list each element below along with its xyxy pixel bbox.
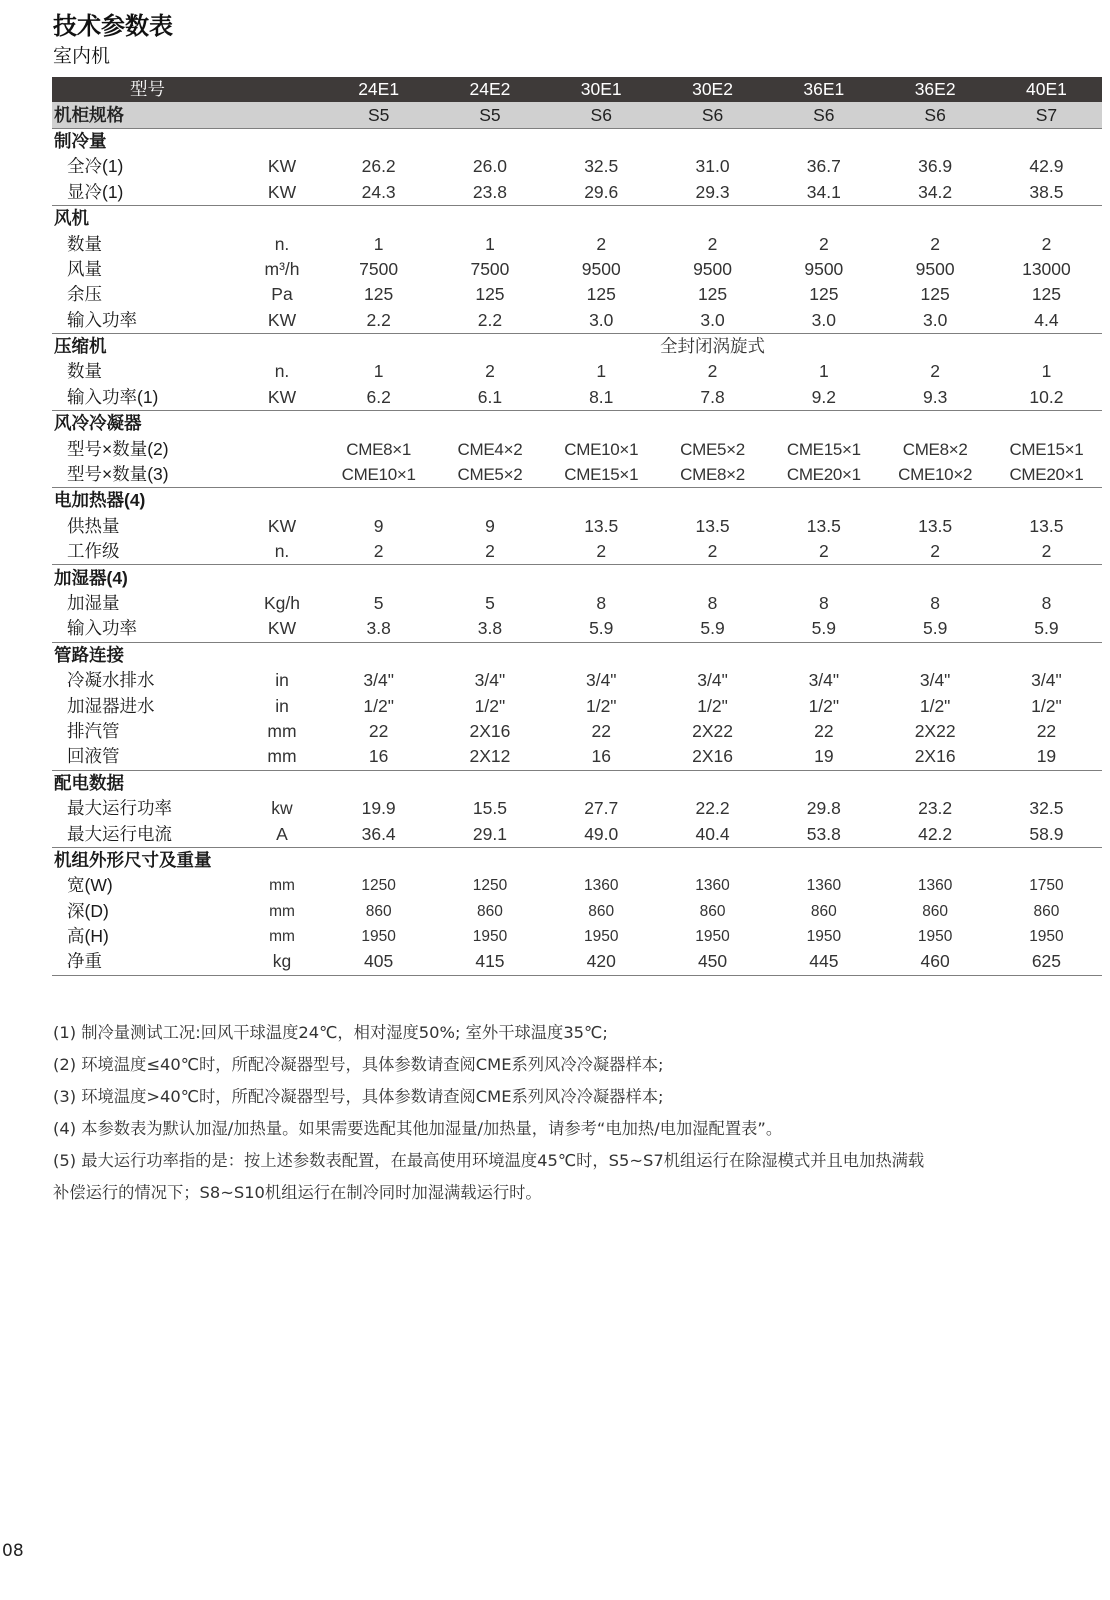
section-title: 加湿器(4) bbox=[52, 565, 323, 591]
footnote: (3) 环境温度>40℃时，所配冷凝器型号，具体参数请查阅CME系列风冷冷凝器样本; bbox=[53, 1087, 664, 1106]
cell-value: 32.5 bbox=[584, 156, 619, 177]
table-row bbox=[52, 539, 1102, 565]
table-row bbox=[52, 693, 1102, 718]
section-title: 压缩机 bbox=[52, 333, 323, 359]
section-title: 配电数据 bbox=[52, 770, 323, 796]
cell-value: 5.9 bbox=[589, 618, 614, 639]
cell-value: 1950 bbox=[1029, 928, 1064, 946]
cell-value: 1/2" bbox=[808, 695, 840, 716]
cell-value: 26.2 bbox=[361, 156, 396, 177]
cell-value: 2 bbox=[485, 361, 495, 382]
cell-value: 3/4" bbox=[474, 670, 506, 691]
cell-value: 53.8 bbox=[806, 823, 841, 844]
cell-value: 1/2" bbox=[363, 695, 394, 716]
row-unit: KW bbox=[267, 386, 297, 407]
cell-value: CME8×1 bbox=[346, 439, 412, 459]
cell-value: CME8×2 bbox=[680, 465, 745, 485]
section-header-filler bbox=[323, 565, 1102, 591]
cell-value: 6.2 bbox=[366, 386, 391, 407]
cell-value: 5 bbox=[373, 593, 384, 613]
row-label: 净重 bbox=[52, 949, 241, 975]
model-header: 36E2 bbox=[879, 77, 990, 102]
section-header-row bbox=[52, 411, 1102, 437]
cell-value: 2 bbox=[930, 233, 940, 254]
row-label: 回液管 bbox=[67, 746, 120, 767]
table-row bbox=[52, 949, 1102, 975]
cell-value: S5 bbox=[434, 102, 545, 128]
page-subtitle: 室内机 bbox=[53, 45, 111, 67]
cell-value: 42.9 bbox=[1029, 156, 1064, 177]
table-row bbox=[52, 359, 1102, 384]
section-title: 风机 bbox=[52, 205, 323, 231]
table-row bbox=[52, 591, 1102, 616]
cell-value: 8.1 bbox=[589, 386, 614, 407]
cell-value: 1250 bbox=[361, 877, 396, 895]
cell-value: 8 bbox=[596, 593, 607, 613]
table-row bbox=[52, 796, 1102, 821]
cell-value: 2 bbox=[930, 541, 940, 562]
cell-value: 860 bbox=[365, 902, 392, 920]
cell-value: 9 bbox=[373, 515, 384, 536]
cell-value: 8 bbox=[818, 593, 829, 613]
row-label: 输入功率 bbox=[67, 309, 137, 330]
cell-value: 9.3 bbox=[922, 386, 948, 407]
cell-value: S6 bbox=[546, 102, 657, 128]
section-title: 风冷冷凝器 bbox=[52, 411, 323, 437]
cell-value: CME10×1 bbox=[564, 439, 639, 459]
cell-value: CME15×1 bbox=[564, 465, 639, 485]
cell-value: 2 bbox=[373, 541, 384, 562]
cell-value: 19 bbox=[814, 746, 834, 767]
cell-value: 1 bbox=[1041, 361, 1052, 382]
cell-value: 34.1 bbox=[806, 181, 841, 202]
table-row bbox=[52, 308, 1102, 334]
cell-value: 405 bbox=[323, 949, 434, 975]
row-label: 显冷(1) bbox=[67, 181, 124, 202]
cell-value: 7500 bbox=[359, 258, 399, 279]
section-header-row bbox=[52, 205, 1102, 231]
cell-value: 49.0 bbox=[584, 823, 619, 844]
cell-value: 1950 bbox=[917, 928, 953, 946]
cell-value: 450 bbox=[657, 949, 768, 975]
spec-table bbox=[52, 77, 1102, 976]
cell-value: 13.5 bbox=[806, 515, 841, 536]
cell-value: 3/4" bbox=[919, 670, 951, 691]
cell-value: 34.2 bbox=[918, 181, 953, 202]
cell-value: 2X16 bbox=[692, 746, 733, 767]
footnote: (4) 本参数表为默认加湿/加热量。如果需要选配其他加湿量/加热量，请参考“电加热/电加湿配置表”。 bbox=[53, 1119, 783, 1138]
table-row bbox=[52, 462, 1102, 488]
row-unit: n. bbox=[274, 361, 290, 382]
section-header-row bbox=[52, 565, 1102, 591]
cabinet-row bbox=[52, 102, 1102, 128]
cell-value: 9500 bbox=[693, 258, 732, 279]
row-unit: in bbox=[275, 670, 289, 691]
row-label: 最大运行功率 bbox=[67, 798, 172, 819]
model-header: 24E2 bbox=[434, 77, 545, 102]
cell-value: 36.4 bbox=[361, 823, 396, 844]
cell-value: 1 bbox=[818, 361, 829, 382]
cell-value: 16 bbox=[368, 746, 389, 767]
section-header-filler bbox=[323, 488, 1102, 514]
cell-value: 3.0 bbox=[700, 309, 725, 330]
table-row bbox=[52, 385, 1102, 411]
cell-value: 13.5 bbox=[918, 515, 953, 536]
cell-value: 9500 bbox=[804, 258, 844, 279]
section-title: 制冷量 bbox=[52, 128, 323, 154]
cell-value: 31.0 bbox=[695, 156, 730, 177]
cell-value: 1 bbox=[596, 361, 607, 382]
cell-value: CME5×2 bbox=[457, 465, 523, 485]
table-row bbox=[52, 257, 1102, 282]
section-title: 机组外形尺寸及重量 bbox=[52, 847, 323, 873]
cell-value: 5.9 bbox=[700, 618, 725, 639]
cell-value: 42.2 bbox=[918, 823, 953, 844]
cell-value: 1/2" bbox=[585, 695, 617, 716]
cell-value: 36.7 bbox=[806, 156, 841, 177]
section-header-filler bbox=[323, 642, 1102, 668]
cell-value: 2X12 bbox=[469, 746, 511, 767]
cell-value: 1950 bbox=[806, 928, 842, 946]
cell-value: 19 bbox=[1036, 746, 1057, 767]
cell-value: 445 bbox=[768, 949, 879, 975]
cell-value: 860 bbox=[588, 902, 615, 920]
row-label: 冷凝水排水 bbox=[67, 670, 155, 691]
footnotes bbox=[53, 1017, 1103, 1209]
cell-value: 13.5 bbox=[1029, 515, 1064, 536]
table-row bbox=[52, 873, 1102, 898]
cell-value: 8 bbox=[930, 593, 940, 613]
cell-value: 2.2 bbox=[366, 309, 391, 330]
cell-value: 2 bbox=[707, 361, 718, 382]
section-title: 电加热器(4) bbox=[52, 488, 323, 514]
cell-value: 5.9 bbox=[811, 618, 836, 639]
cell-value: 2 bbox=[1041, 541, 1052, 562]
cell-value: 3.0 bbox=[811, 309, 836, 330]
row-unit: mm bbox=[269, 877, 295, 895]
cell-value: 4.4 bbox=[1034, 309, 1059, 330]
section-header-filler bbox=[323, 128, 1102, 154]
cell-value: 5 bbox=[485, 593, 495, 613]
cell-value: 2 bbox=[930, 361, 940, 382]
section-header-row bbox=[52, 642, 1102, 668]
row-label: 机柜规格 bbox=[52, 102, 323, 128]
cell-value: 3.8 bbox=[366, 618, 391, 639]
cell-value: 125 bbox=[475, 284, 505, 305]
cell-value: 1 bbox=[373, 233, 384, 254]
cell-value: 860 bbox=[1033, 902, 1060, 920]
cell-value: 32.5 bbox=[1029, 798, 1064, 819]
row-unit: kg bbox=[241, 949, 323, 975]
cell-value: 2 bbox=[596, 233, 607, 254]
cell-value: 2 bbox=[485, 541, 495, 562]
cell-value: 23.2 bbox=[918, 798, 953, 819]
cell-value: 13.5 bbox=[695, 515, 730, 536]
row-label: 风量 bbox=[67, 258, 102, 279]
row-unit: mm bbox=[269, 928, 295, 946]
cell-value: 23.8 bbox=[472, 181, 507, 202]
cell-value: 29.1 bbox=[472, 823, 507, 844]
cell-value: 40.4 bbox=[695, 823, 730, 844]
row-unit: Pa bbox=[271, 284, 293, 305]
cell-value: 125 bbox=[697, 284, 728, 305]
section-header-filler bbox=[323, 847, 1102, 873]
cell-value: 1950 bbox=[695, 928, 730, 946]
cell-value: 2.2 bbox=[477, 309, 503, 330]
cell-value: 2 bbox=[818, 233, 829, 254]
cell-value: 29.8 bbox=[806, 798, 841, 819]
cell-value: 2 bbox=[707, 541, 718, 562]
cell-value: 22 bbox=[591, 720, 611, 741]
row-unit: kw bbox=[271, 798, 293, 819]
cell-value: 625 bbox=[991, 949, 1102, 975]
cell-value: 3/4" bbox=[808, 670, 840, 691]
section-title: 管路连接 bbox=[52, 642, 323, 668]
cell-value: 125 bbox=[1031, 284, 1062, 305]
cell-value: 125 bbox=[809, 284, 839, 305]
section-header-filler bbox=[323, 205, 1102, 231]
table-row bbox=[52, 180, 1102, 206]
row-label: 宽(W) bbox=[67, 875, 113, 896]
cell-value: 9500 bbox=[915, 258, 955, 279]
cell-value: 1950 bbox=[584, 928, 619, 946]
row-label: 输入功率 bbox=[67, 618, 137, 639]
row-unit: A bbox=[276, 823, 288, 844]
cell-value: 27.7 bbox=[584, 798, 619, 819]
row-label: 输入功率(1) bbox=[67, 386, 159, 407]
row-unit: n. bbox=[274, 541, 290, 562]
table-header-row bbox=[52, 77, 1102, 102]
cell-value: 860 bbox=[699, 902, 726, 920]
table-row bbox=[52, 231, 1102, 256]
table-row bbox=[52, 282, 1102, 307]
cell-value: 1/2" bbox=[474, 695, 506, 716]
cell-value: 6.1 bbox=[477, 386, 503, 407]
cell-value: 1950 bbox=[361, 928, 396, 946]
cell-value: 1750 bbox=[1029, 877, 1064, 895]
row-unit: in bbox=[275, 695, 289, 716]
cell-value: CME4×2 bbox=[457, 439, 523, 459]
section-header-filler bbox=[323, 411, 1102, 437]
row-label: 高(H) bbox=[67, 926, 109, 947]
cell-value: 5.9 bbox=[922, 618, 948, 639]
model-header: 30E1 bbox=[546, 77, 657, 102]
row-unit: mm bbox=[269, 902, 295, 920]
row-unit: n. bbox=[274, 233, 290, 254]
footnote: (5) 最大运行功率指的是：按上述参数表配置，在最高使用环境温度45℃时，S5~S7机组运行在除湿模式并且电加热满载 bbox=[53, 1151, 925, 1170]
cell-value: CME15×1 bbox=[786, 439, 861, 459]
row-label: 余压 bbox=[67, 284, 102, 305]
cell-value: 29.3 bbox=[695, 181, 730, 202]
row-unit: KW bbox=[267, 156, 297, 177]
cell-value: 29.6 bbox=[584, 181, 619, 202]
cell-value: 7.8 bbox=[700, 386, 725, 407]
cell-value: 24.3 bbox=[361, 181, 396, 202]
cell-value: 125 bbox=[364, 284, 394, 305]
model-header: 24E1 bbox=[323, 77, 434, 102]
cell-value: 10.2 bbox=[1029, 386, 1064, 407]
model-header: 36E1 bbox=[768, 77, 879, 102]
row-label: 加湿器进水 bbox=[67, 695, 155, 716]
table-row bbox=[52, 436, 1102, 461]
cell-value: 1/2" bbox=[697, 695, 728, 716]
footnote: (1) 制冷量测试工况:回风干球温度24℃，相对湿度50%; 室外干球温度35℃; bbox=[53, 1023, 608, 1042]
cell-value: 8 bbox=[1041, 593, 1052, 613]
cell-value: 22.2 bbox=[695, 798, 730, 819]
cell-value: S6 bbox=[657, 102, 768, 128]
cell-value: CME20×1 bbox=[786, 465, 861, 485]
row-label: 加湿量 bbox=[67, 593, 120, 613]
section-header-filler bbox=[323, 770, 1102, 796]
cell-value: 2X22 bbox=[692, 720, 733, 741]
row-unit: KW bbox=[267, 618, 297, 639]
row-label: 全冷(1) bbox=[67, 156, 124, 177]
cell-value: CME20×1 bbox=[1009, 465, 1084, 485]
section-header-row bbox=[52, 847, 1102, 873]
cell-value: 22 bbox=[368, 720, 389, 741]
row-unit: KW bbox=[267, 181, 297, 202]
footnote: (2) 环境温度≤40℃时，所配冷凝器型号，具体参数请查阅CME系列风冷冷凝器样本; bbox=[53, 1055, 664, 1074]
cell-value: 2 bbox=[596, 541, 607, 562]
row-label: 供热量 bbox=[67, 515, 120, 536]
cell-value: 3.0 bbox=[589, 309, 614, 330]
cell-value: 125 bbox=[920, 284, 950, 305]
table-row bbox=[52, 899, 1102, 924]
row-unit: m³/h bbox=[264, 258, 300, 279]
cell-value: 19.9 bbox=[361, 798, 396, 819]
cell-value: 1 bbox=[373, 361, 384, 382]
cell-value: 1360 bbox=[695, 877, 730, 895]
row-label: 排汽管 bbox=[67, 720, 120, 741]
cell-value: 460 bbox=[879, 949, 990, 975]
cell-value: 1360 bbox=[917, 877, 953, 895]
row-unit bbox=[241, 436, 323, 461]
cell-value: 3/4" bbox=[363, 670, 394, 691]
cell-value: 9500 bbox=[581, 258, 621, 279]
model-header: 30E2 bbox=[657, 77, 768, 102]
cell-value: 1360 bbox=[584, 877, 619, 895]
cell-value: 2X16 bbox=[469, 720, 511, 741]
cell-value: 58.9 bbox=[1029, 823, 1064, 844]
cell-value: CME5×2 bbox=[680, 439, 745, 459]
cell-value: 22 bbox=[1036, 720, 1057, 741]
cell-value: 3.8 bbox=[477, 618, 503, 639]
cell-value: 3/4" bbox=[585, 670, 617, 691]
table-row bbox=[52, 514, 1102, 539]
cell-value: 26.0 bbox=[472, 156, 507, 177]
cell-value: 7500 bbox=[470, 258, 510, 279]
model-header-label: 型号 bbox=[52, 77, 323, 102]
section-header-row bbox=[52, 770, 1102, 796]
row-label: 工作级 bbox=[67, 541, 120, 562]
row-unit: mm bbox=[267, 720, 297, 741]
cell-value: 2 bbox=[818, 541, 829, 562]
cell-value: CME8×2 bbox=[902, 439, 968, 459]
row-label: 型号×数量(3) bbox=[67, 464, 169, 485]
table-row bbox=[52, 154, 1102, 179]
cell-value: 3/4" bbox=[1031, 670, 1062, 691]
section-header-row bbox=[52, 488, 1102, 514]
cell-value: 2 bbox=[1041, 233, 1052, 254]
row-unit: mm bbox=[267, 746, 297, 767]
cell-value: 3/4" bbox=[697, 670, 728, 691]
table-row bbox=[52, 744, 1102, 770]
cell-value: 15.5 bbox=[472, 798, 507, 819]
cell-value: 2 bbox=[707, 233, 718, 254]
table-row bbox=[52, 821, 1102, 847]
section-header-row bbox=[52, 128, 1102, 154]
page-number: 08 bbox=[2, 1541, 24, 1561]
cell-value: 16 bbox=[591, 746, 611, 767]
table-row bbox=[52, 924, 1102, 949]
cell-value: 1/2" bbox=[919, 695, 951, 716]
model-header: 40E1 bbox=[991, 77, 1102, 102]
cell-value: 420 bbox=[546, 949, 657, 975]
cell-value: CME10×1 bbox=[341, 465, 416, 485]
table-row bbox=[52, 616, 1102, 642]
cell-value: 8 bbox=[707, 593, 718, 613]
row-label: 数量 bbox=[67, 233, 102, 254]
section-header-row bbox=[52, 333, 1102, 359]
cell-value: 13.5 bbox=[584, 515, 619, 536]
cell-value: S6 bbox=[879, 102, 990, 128]
cell-value: 2X22 bbox=[914, 720, 956, 741]
table-row bbox=[52, 719, 1102, 744]
cell-value: 5.9 bbox=[1034, 618, 1059, 639]
cell-value: S7 bbox=[991, 102, 1102, 128]
cell-value: 22 bbox=[814, 720, 834, 741]
row-unit: Kg/h bbox=[264, 593, 300, 613]
cell-value: 860 bbox=[477, 902, 503, 920]
cell-value: 860 bbox=[922, 902, 949, 920]
cell-value: 1950 bbox=[472, 928, 508, 946]
cell-value: S6 bbox=[768, 102, 879, 128]
cell-value: 125 bbox=[586, 284, 616, 305]
cell-value: 1360 bbox=[806, 877, 842, 895]
cell-value: 9 bbox=[485, 515, 495, 536]
cell-value: 3.0 bbox=[922, 309, 948, 330]
cell-value: S5 bbox=[323, 102, 434, 128]
cell-value: 415 bbox=[434, 949, 545, 975]
row-label: 深(D) bbox=[67, 900, 109, 921]
footnote: 补偿运行的情况下；S8~S10机组运行在制冷同时加湿满载运行时。 bbox=[53, 1183, 542, 1202]
row-unit bbox=[241, 462, 323, 488]
cell-value: 2X16 bbox=[914, 746, 956, 767]
cell-value: 13000 bbox=[1022, 258, 1071, 279]
row-unit: KW bbox=[267, 309, 297, 330]
cell-value: 9.2 bbox=[811, 386, 836, 407]
cell-value: 860 bbox=[810, 902, 837, 920]
table-row bbox=[52, 668, 1102, 693]
row-label: 最大运行电流 bbox=[67, 823, 172, 844]
cell-value: 1 bbox=[485, 233, 495, 254]
cell-value: 1/2" bbox=[1031, 695, 1062, 716]
row-label: 数量 bbox=[67, 361, 102, 382]
cell-value: CME15×1 bbox=[1009, 439, 1084, 459]
page-title: 技术参数表 bbox=[53, 12, 173, 40]
row-label: 型号×数量(2) bbox=[67, 438, 169, 459]
row-unit: KW bbox=[267, 515, 297, 536]
cell-value: 1250 bbox=[472, 877, 508, 895]
compressor-type: 全封闭涡旋式 bbox=[323, 333, 1102, 359]
cell-value: 38.5 bbox=[1029, 181, 1064, 202]
cell-value: CME10×2 bbox=[898, 465, 973, 485]
cell-value: 36.9 bbox=[918, 156, 953, 177]
